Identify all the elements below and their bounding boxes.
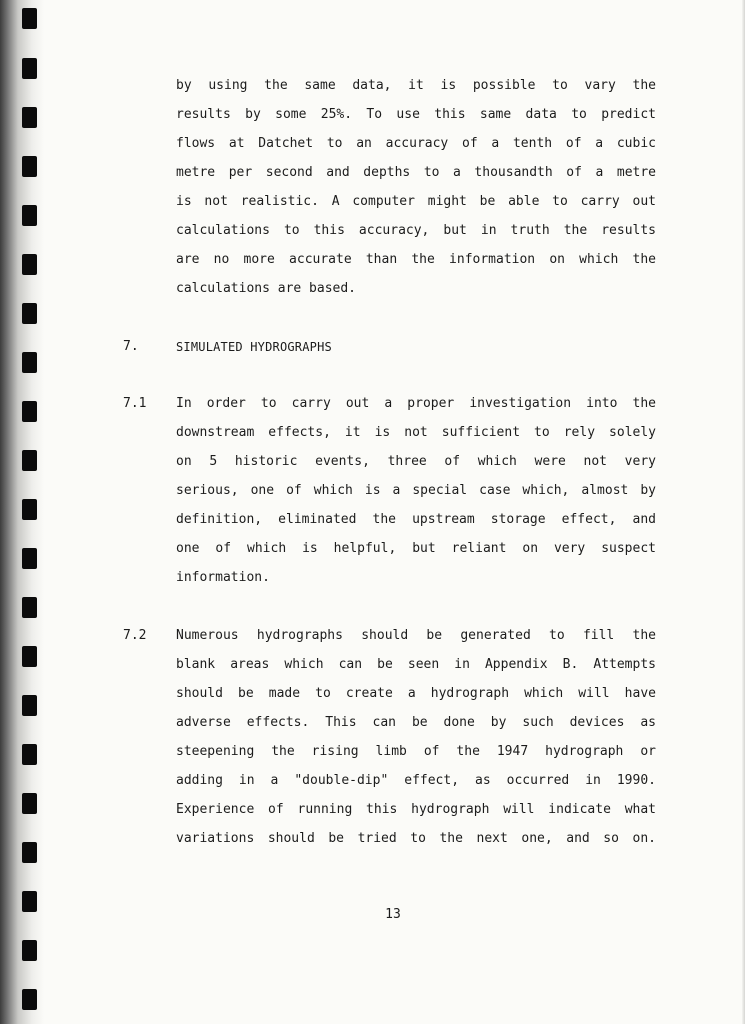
section-number: 7.	[123, 339, 139, 354]
binding-hole	[22, 303, 37, 324]
body-text-line: Experience of running this hydrograph will indicate what	[176, 802, 656, 817]
binding-hole	[22, 597, 37, 618]
binding-hole	[22, 842, 37, 863]
body-text-line: Numerous hydrographs should be generated to fill the	[176, 628, 656, 643]
body-text-line: calculations to this accuracy, but in truth the results	[176, 223, 656, 238]
body-text-line: downstream effects, it is not sufficient to rely solely	[176, 425, 656, 440]
body-text-line: blank areas which can be seen in Appendix B. Attempts	[176, 657, 656, 672]
subsection-number: 7.1	[123, 396, 147, 411]
binding-hole	[22, 352, 37, 373]
binding-hole	[22, 744, 37, 765]
body-text-line: In order to carry out a proper investigation into the	[176, 396, 656, 411]
binding-hole	[22, 254, 37, 275]
binding-hole	[22, 401, 37, 422]
body-text-line: is not realistic. A computer might be able to carry out	[176, 194, 656, 209]
binding-hole	[22, 646, 37, 667]
binding-hole	[22, 450, 37, 471]
body-text-line: adverse effects. This can be done by such devices as	[176, 715, 656, 730]
body-text-line: are no more accurate than the information on which the	[176, 252, 656, 267]
binding-hole	[22, 107, 37, 128]
binding-hole	[22, 940, 37, 961]
page-number: 13	[385, 907, 401, 922]
binding-hole	[22, 891, 37, 912]
section-heading: SIMULATED HYDROGRAPHS	[176, 340, 332, 354]
binding-edge	[0, 0, 44, 1024]
body-text-line: flows at Datchet to an accuracy of a tenth of a cubic	[176, 136, 656, 151]
binding-hole	[22, 156, 37, 177]
subsection-number: 7.2	[123, 628, 147, 643]
binding-hole	[22, 8, 37, 29]
binding-hole	[22, 695, 37, 716]
binding-hole	[22, 989, 37, 1010]
body-text-line: by using the same data, it is possible to vary the	[176, 78, 656, 93]
body-text-line: steepening the rising limb of the 1947 hydrograph or	[176, 744, 656, 759]
body-text-line: one of which is helpful, but reliant on very suspect	[176, 541, 656, 556]
body-text-line: adding in a "double-dip" effect, as occurred in 1990.	[176, 773, 656, 788]
body-text-line: information.	[176, 570, 270, 585]
body-text-line: variations should be tried to the next one, and so on.	[176, 831, 656, 846]
body-text-line: definition, eliminated the upstream storage effect, and	[176, 512, 656, 527]
binding-hole	[22, 58, 37, 79]
body-text-line: serious, one of which is a special case which, almost by	[176, 483, 656, 498]
body-text-line: calculations are based.	[176, 281, 357, 296]
body-text-line: results by some 25%. To use this same data to predict	[176, 107, 656, 122]
binding-hole	[22, 499, 37, 520]
binding-hole	[22, 793, 37, 814]
body-text-line: on 5 historic events, three of which were not very	[176, 454, 656, 469]
body-text-line: metre per second and depths to a thousandth of a metre	[176, 165, 656, 180]
binding-hole	[22, 205, 37, 226]
body-text-line: should be made to create a hydrograph which will have	[176, 686, 656, 701]
binding-hole	[22, 548, 37, 569]
